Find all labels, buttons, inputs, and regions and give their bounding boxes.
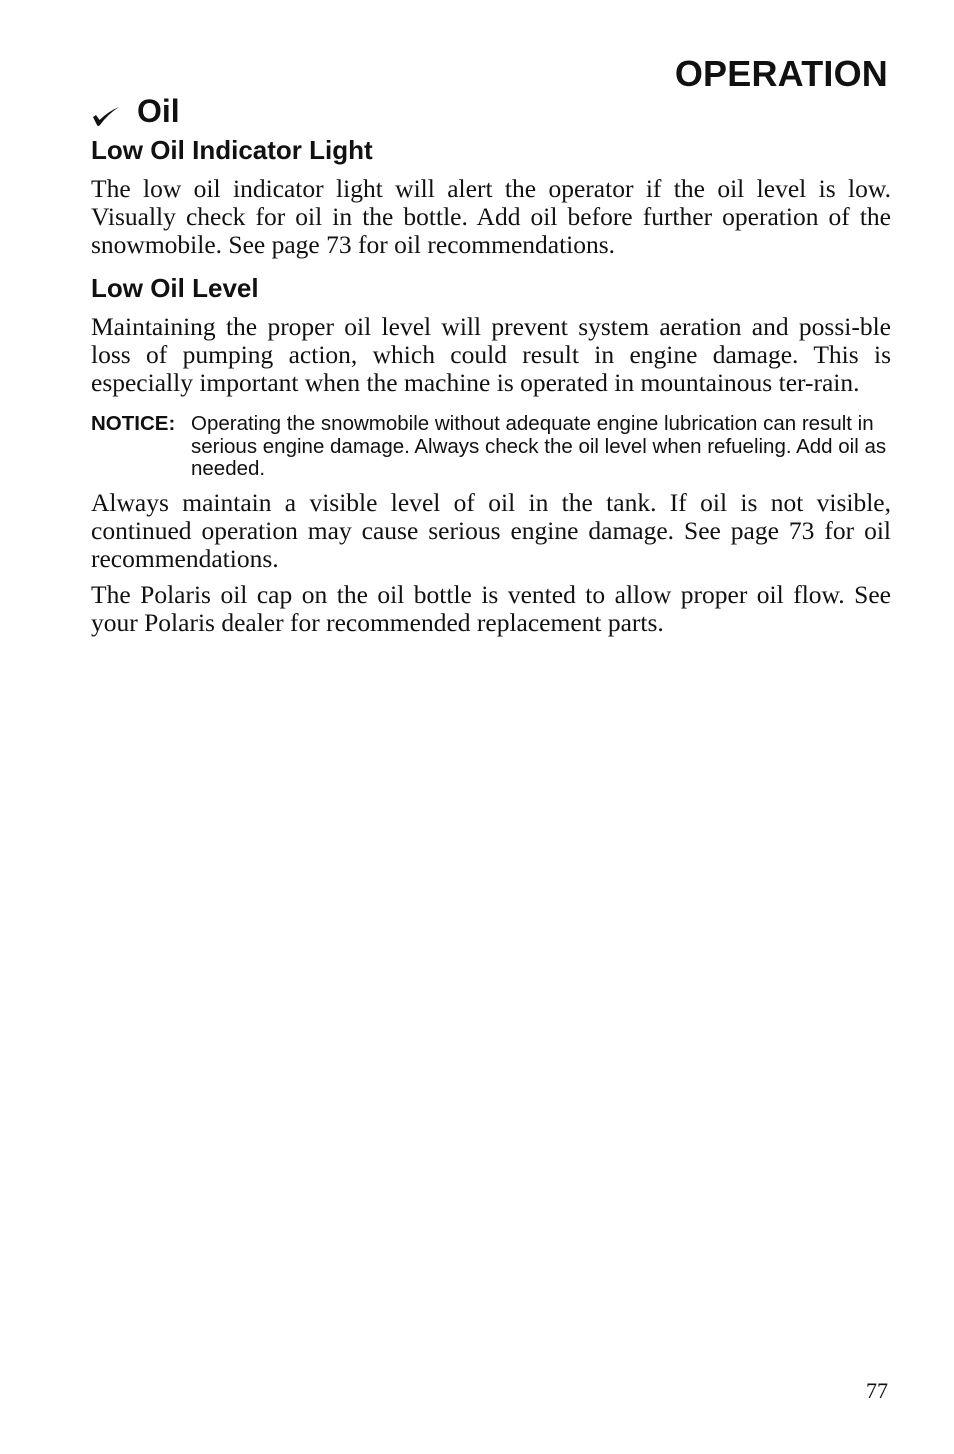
paragraph-level: Maintaining the proper oil level will prevent system aeration and possi-ble loss of pumping action, which could result in engine damage. This is especially important when the machine is operated in mountainous ter-rain. [91, 312, 891, 397]
checkmark-icon [91, 98, 121, 124]
section-title-label: Oil [137, 93, 180, 129]
section-title [91, 91, 180, 131]
notice-text: Operating the snowmobile without adequate engine lubrication can result in serious engine damage. Always check the oil level when refueling. Add oil as needed. [191, 412, 887, 480]
paragraph-indicator: The low oil indicator light will alert the operator if the oil level is low. Visually check for oil in the bottle. Add oil before further operation of the snowmobile. See page 73 for oil recommendations. [91, 174, 891, 259]
main-content [91, 133, 891, 637]
notice-label: NOTICE: [91, 412, 176, 435]
chapter-title: OPERATION [674, 53, 888, 94]
subsection-heading-indicator: Low Oil Indicator Light [91, 135, 373, 165]
notice-block [91, 413, 891, 481]
paragraph-oil-cap: The Polaris oil cap on the oil bottle is vented to allow proper oil flow. See your Polaris dealer for recommended replacement parts. [91, 579, 891, 637]
paragraph-visible-level: Always maintain a visible level of oil in the tank. If oil is not visible, continued operation may cause serious engine damage. See page 73 for oil recommendations. [91, 487, 891, 573]
subsection-heading-level: Low Oil Level [91, 273, 259, 303]
page-number: 77 [866, 1378, 888, 1403]
